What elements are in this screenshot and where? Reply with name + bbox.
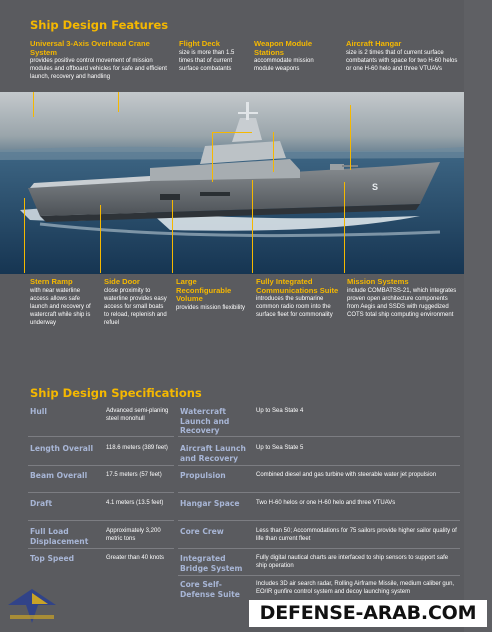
feature-desc: provides mission flexibility	[176, 304, 246, 311]
feature-title: Universal 3-Axis Overhead Crane System	[30, 39, 150, 57]
feature-desc: size is 2 times that of current surface combatants with space for two H-60 helos or one H-60 helo and three VTUAVs	[346, 49, 458, 72]
spec-value: 17.5 meters (57 feet)	[106, 472, 162, 478]
leader-line	[24, 198, 25, 273]
spec-label: Length Overall	[30, 444, 94, 453]
leader-line	[212, 132, 252, 133]
feature-weapon-stations	[254, 40, 334, 73]
leader-line	[252, 180, 253, 273]
feature-mission-systems	[347, 278, 459, 319]
feature-side-door	[104, 278, 170, 327]
feature-title: Weapon Module Stations	[254, 39, 313, 57]
feature-title: Large Reconfigurable Volume	[176, 277, 232, 303]
specs-title: Ship Design Specifications	[30, 386, 202, 400]
spec-value: Up to Sea State 4	[256, 408, 304, 414]
leader-line	[273, 132, 274, 172]
feature-flight-deck	[179, 40, 245, 73]
spec-label: Core Crew	[180, 527, 224, 536]
row-divider	[28, 548, 174, 549]
row-divider	[28, 465, 174, 466]
feature-desc: provides positive control movement of mission modules and offboard vehicles for safe and efficient launch, recovery and handling	[30, 58, 167, 80]
leader-line	[100, 205, 101, 273]
spec-value: Two H-60 helos or one H-60 helo and three VTUAVs	[256, 500, 396, 506]
spec-label: Core Self-Defense Suite	[180, 580, 240, 599]
spec-label: Aircraft Launch and Recovery	[180, 444, 246, 463]
feature-desc: introduces the submarine common radio room into the surface fleet for commonality	[256, 296, 333, 318]
feature-title: Flight Deck	[179, 39, 220, 48]
row-divider	[178, 520, 460, 521]
spec-label: Watercraft Launch and Recovery	[180, 407, 230, 435]
feature-stern-ramp	[30, 278, 98, 327]
leader-line	[33, 92, 34, 117]
spec-label: Beam Overall	[30, 471, 88, 480]
spec-label: Hull	[30, 407, 47, 416]
spec-value: Includes 3D air search radar, Rolling Airframe Missile, medium caliber gun, EO/IR gunfire control system and decoy launching system	[256, 581, 455, 595]
feature-title: Stern Ramp	[30, 277, 73, 286]
spec-value: Less than 50; Accommodations for 75 sailors provide higher sailor quality of life than current fleet	[256, 528, 457, 542]
spec-label: Hangar Space	[180, 499, 240, 508]
row-divider	[178, 575, 460, 576]
feature-aircraft-hangar	[346, 40, 458, 73]
ship-photo	[0, 92, 464, 274]
leader-line	[118, 92, 119, 112]
feature-desc: with near waterline access allows safe launch and recovery of watercraft while ship is underway	[30, 287, 91, 326]
feature-crane	[30, 40, 170, 81]
spec-label: Full Load Displacement	[30, 527, 89, 546]
row-divider	[178, 436, 460, 437]
feature-title: Fully Integrated Communications Suite	[256, 277, 339, 295]
feature-title: Aircraft Hangar	[346, 39, 402, 48]
site-logo-icon	[4, 585, 60, 627]
leader-line	[172, 200, 173, 273]
spec-label: Draft	[30, 499, 53, 508]
spec-value: Combined diesel and gas turbine with steerable water jet propulsion	[256, 472, 437, 478]
feature-desc: include COMBATSS-21, which integrates proven open architecture components from Aegis and SSDS with ruggedized COTS total ship computing environment	[347, 287, 457, 318]
leader-line	[350, 105, 351, 170]
feature-desc: close proximity to waterline provides easy access for small boats to reload, replenish and refuel	[104, 287, 167, 326]
row-divider	[28, 436, 174, 437]
spec-value: Advanced semi-planing steel monohull	[106, 408, 169, 422]
spec-value: Greater than 40 knots	[106, 555, 165, 561]
row-divider	[178, 465, 460, 466]
feature-title: Side Door	[104, 277, 140, 286]
watermark-banner: DEFENSE-ARAB.COM	[249, 600, 487, 627]
feature-title: Mission Systems	[347, 277, 409, 286]
spec-value: Approximately 3,200 metric tons	[106, 528, 161, 542]
features-title: Ship Design Features	[30, 18, 169, 32]
spec-value: 4.1 meters (13.5 feet)	[106, 500, 164, 506]
spec-value: Up to Sea State 5	[256, 445, 304, 451]
leader-line	[344, 182, 345, 273]
feature-communications-suite	[256, 278, 340, 319]
feature-desc: accommodate mission module weapons	[254, 58, 314, 72]
spec-label: Integrated Bridge System	[180, 554, 243, 573]
feature-reconfigurable-volume	[176, 278, 248, 312]
spec-label: Propulsion	[180, 471, 226, 480]
row-divider	[178, 492, 460, 493]
leader-line	[212, 132, 213, 182]
row-divider	[178, 548, 460, 549]
spec-label: Top Speed	[30, 554, 75, 563]
spec-value: 118.6 meters (389 feet)	[106, 445, 168, 451]
spec-value: Fully digital nautical charts are interfaced to ship sensors to support safe ship operation	[256, 555, 449, 569]
hull-number: S	[372, 182, 379, 192]
row-divider	[28, 492, 174, 493]
page-edge	[464, 0, 492, 632]
row-divider	[28, 520, 174, 521]
ship-illustration	[0, 92, 464, 274]
feature-desc: size is more than 1.5 times that of current surface combatants	[179, 49, 235, 72]
